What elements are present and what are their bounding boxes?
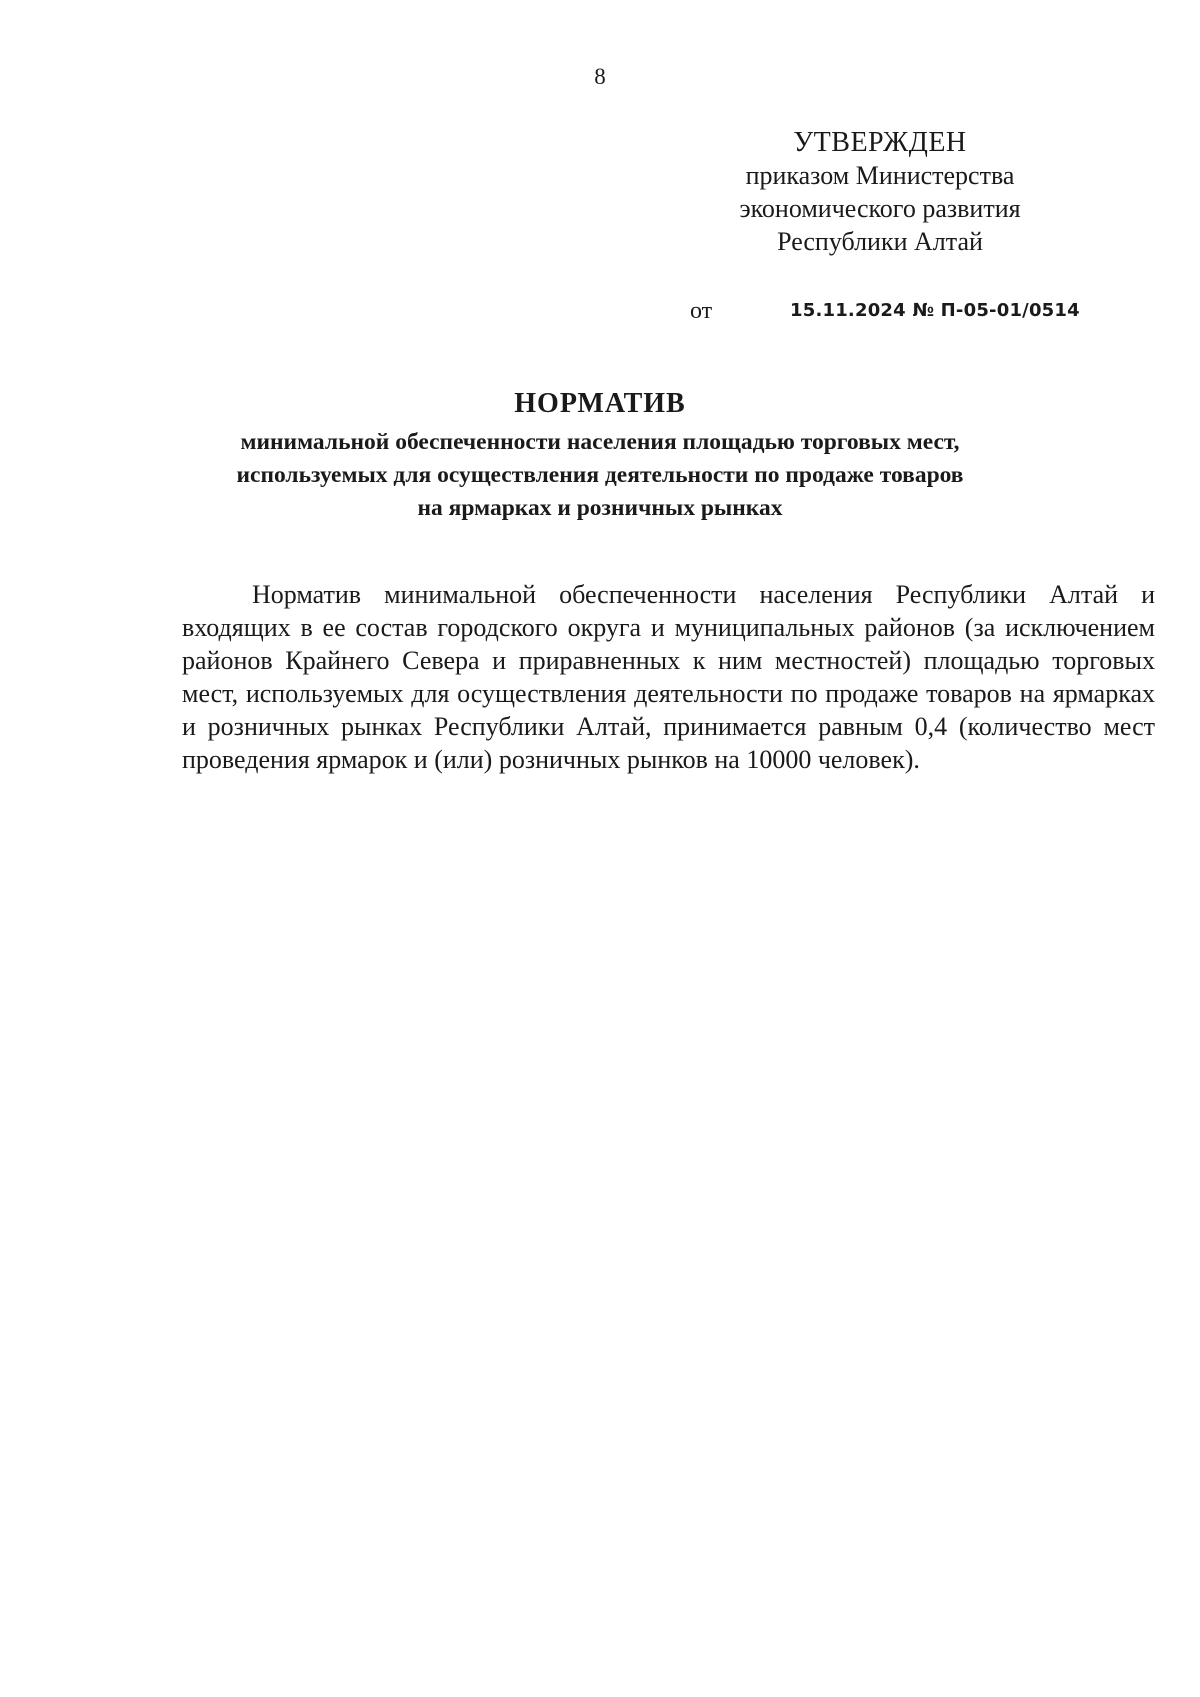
- document-body-paragraph: Норматив минимальной обеспеченности населения Республики Алтай и входящих в ее состав городского округа и муниципальных районов (за исключением районов Крайнего Севера и приравненных к ним местностей) площадью торговых мест, используемых для осуществления деятельности по продаже товаров на ярмарках и розничных рынках Республики Алтай, принимается равным 0,4 (количество мест проведения ярмарок и (или) розничных рынков на 10000 человек).: [182, 580, 1155, 774]
- page-number: 8: [594, 64, 606, 89]
- document-title-block: [180, 386, 1020, 525]
- document-subtitle-line-2: используемых для осуществления деятельности по продаже товаров: [236, 462, 964, 488]
- approval-line-2: экономического развития: [739, 194, 1021, 223]
- order-date-number: 15.11.2024 № П-05-01/0514: [790, 300, 1080, 321]
- document-title: НОРМАТИВ: [514, 388, 686, 419]
- approval-line-1: приказом Министерства: [745, 161, 1015, 190]
- approval-heading: УТВЕРЖДЕН: [793, 127, 967, 158]
- document-subtitle-line-1: минимальной обеспеченности населения площадью торговых мест,: [240, 429, 960, 455]
- order-from-label: от: [690, 298, 713, 324]
- document-subtitle-line-3: на ярмарках и розничных рынках: [417, 495, 783, 521]
- approval-block: [700, 126, 1060, 258]
- approval-line-3: Республики Алтай: [777, 227, 983, 256]
- order-reference: [690, 296, 1080, 326]
